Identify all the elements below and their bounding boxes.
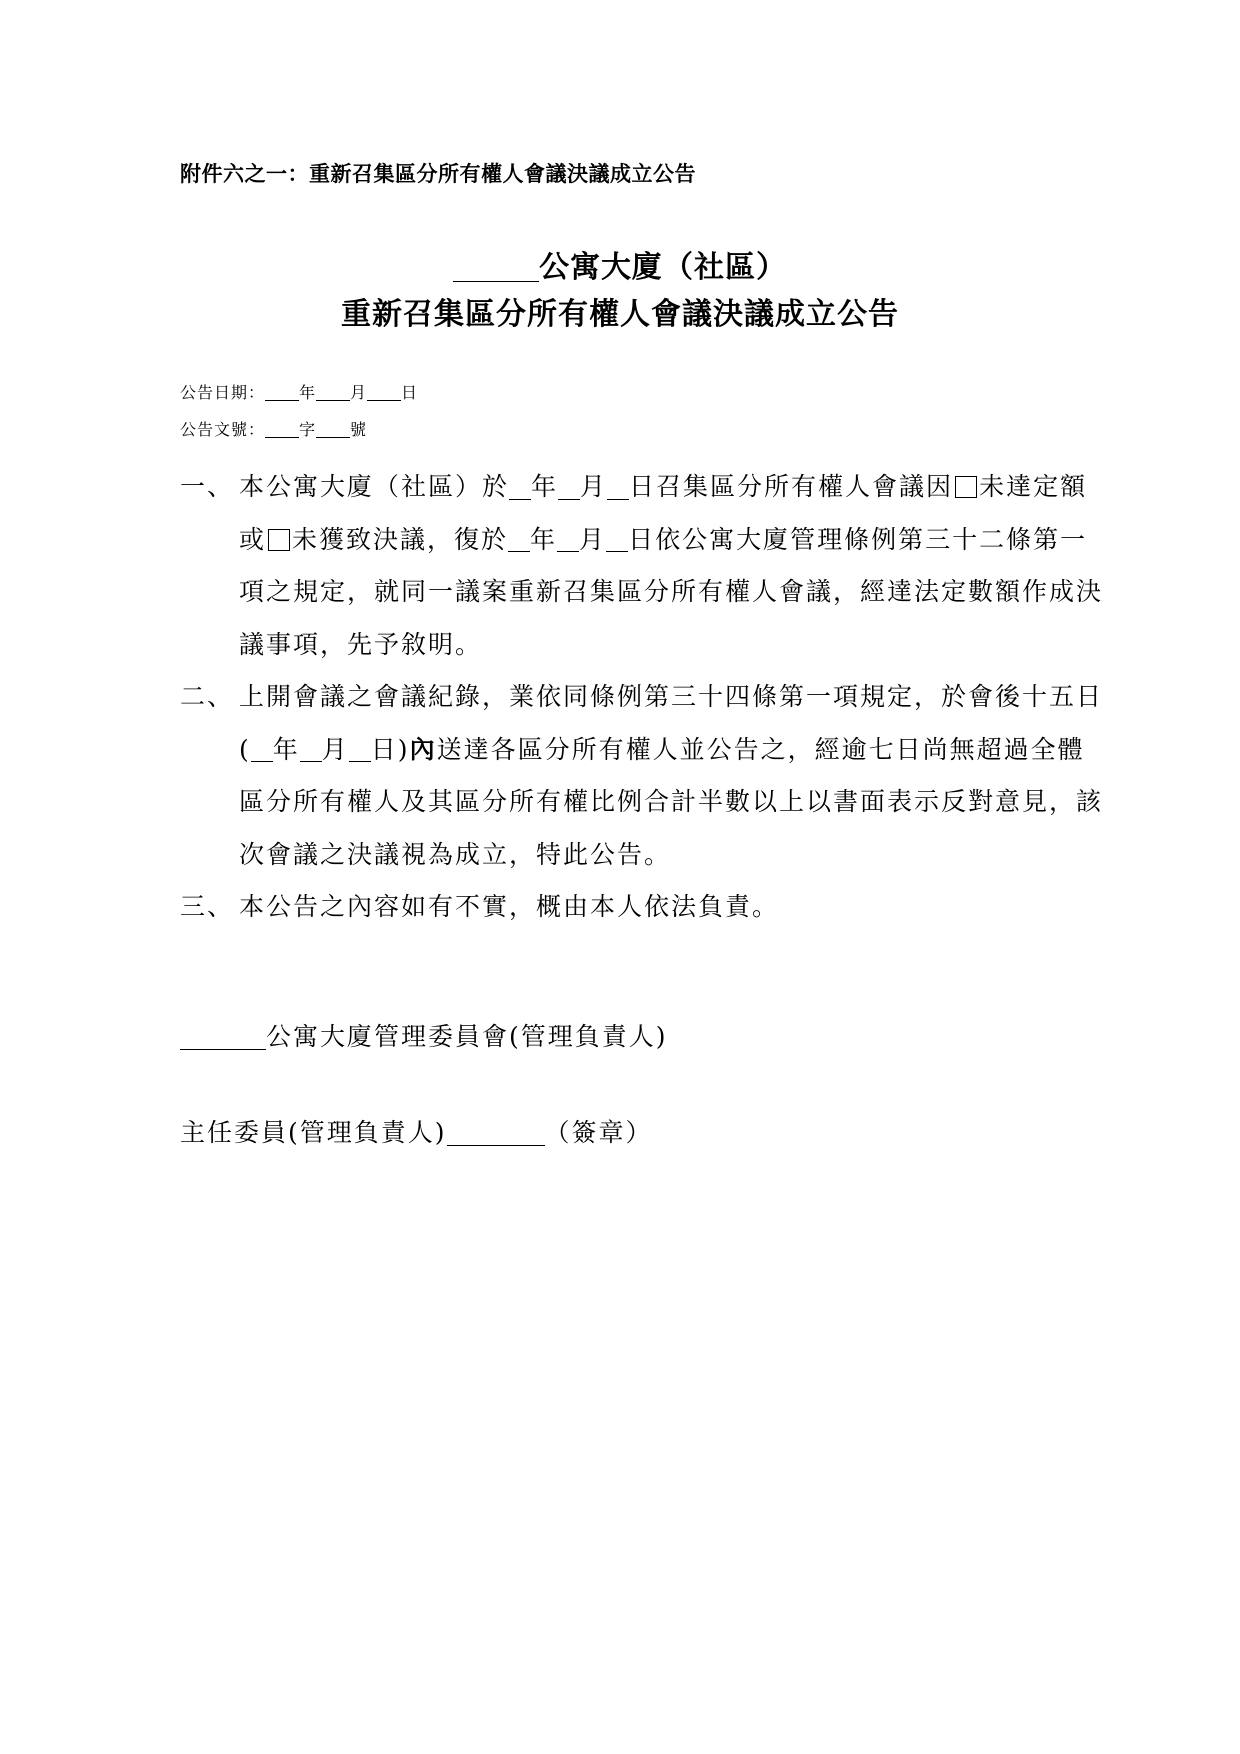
item-2: 二、 上開會議之會議紀錄，業依同條例第三十四條第一項規定，於會後十五日( 年 月 日)內送達各區分所有權人並公告之，經逾七日尚無超過全體區分所有權人及其區分所有權比例合計半數以上以書面表示反對意見，該次會議之決議視為成立，特此公告。: [180, 682, 1104, 869]
blank-chair-signature: [447, 1118, 545, 1145]
attachment-label: 附件六之一：重新召集區分所有權人會議決議成立公告: [180, 162, 696, 186]
announcement-body: [180, 461, 1110, 934]
checkbox-not-quorum[interactable]: [955, 476, 977, 498]
title-line-1: 公寓大廈（社區）: [0, 242, 1240, 286]
item-3: 三、 本公告之內容如有不實，概由本人依法負責。: [180, 892, 780, 921]
blank-committee-name: [180, 1022, 266, 1049]
item-1: 一、 本公寓大廈（社區）於 年 月 日召集區分所有權人會議因 未達定額或 未獲致決議，復於 年 月 日依公寓大廈管理條例第三十二條第一項之規定，就同一議案重新召集區分所有權人會議，經達法定數額作成決議事項，先予敘明。: [180, 472, 1104, 659]
announcement-date: 公告日期： 年 月 日: [180, 383, 419, 402]
checkbox-no-resolution[interactable]: [268, 529, 290, 551]
blank-building-name: [453, 250, 539, 283]
committee-signature-line: 公寓大廈管理委員會(管理負責人): [180, 1017, 668, 1053]
chair-signature-line: 主任委員(管理負責人) （簽章）: [180, 1118, 653, 1147]
announcement-doc-number: 公告文號： 字 號: [180, 420, 368, 439]
title-line-2: 重新召集區分所有權人會議決議成立公告: [341, 297, 899, 332]
